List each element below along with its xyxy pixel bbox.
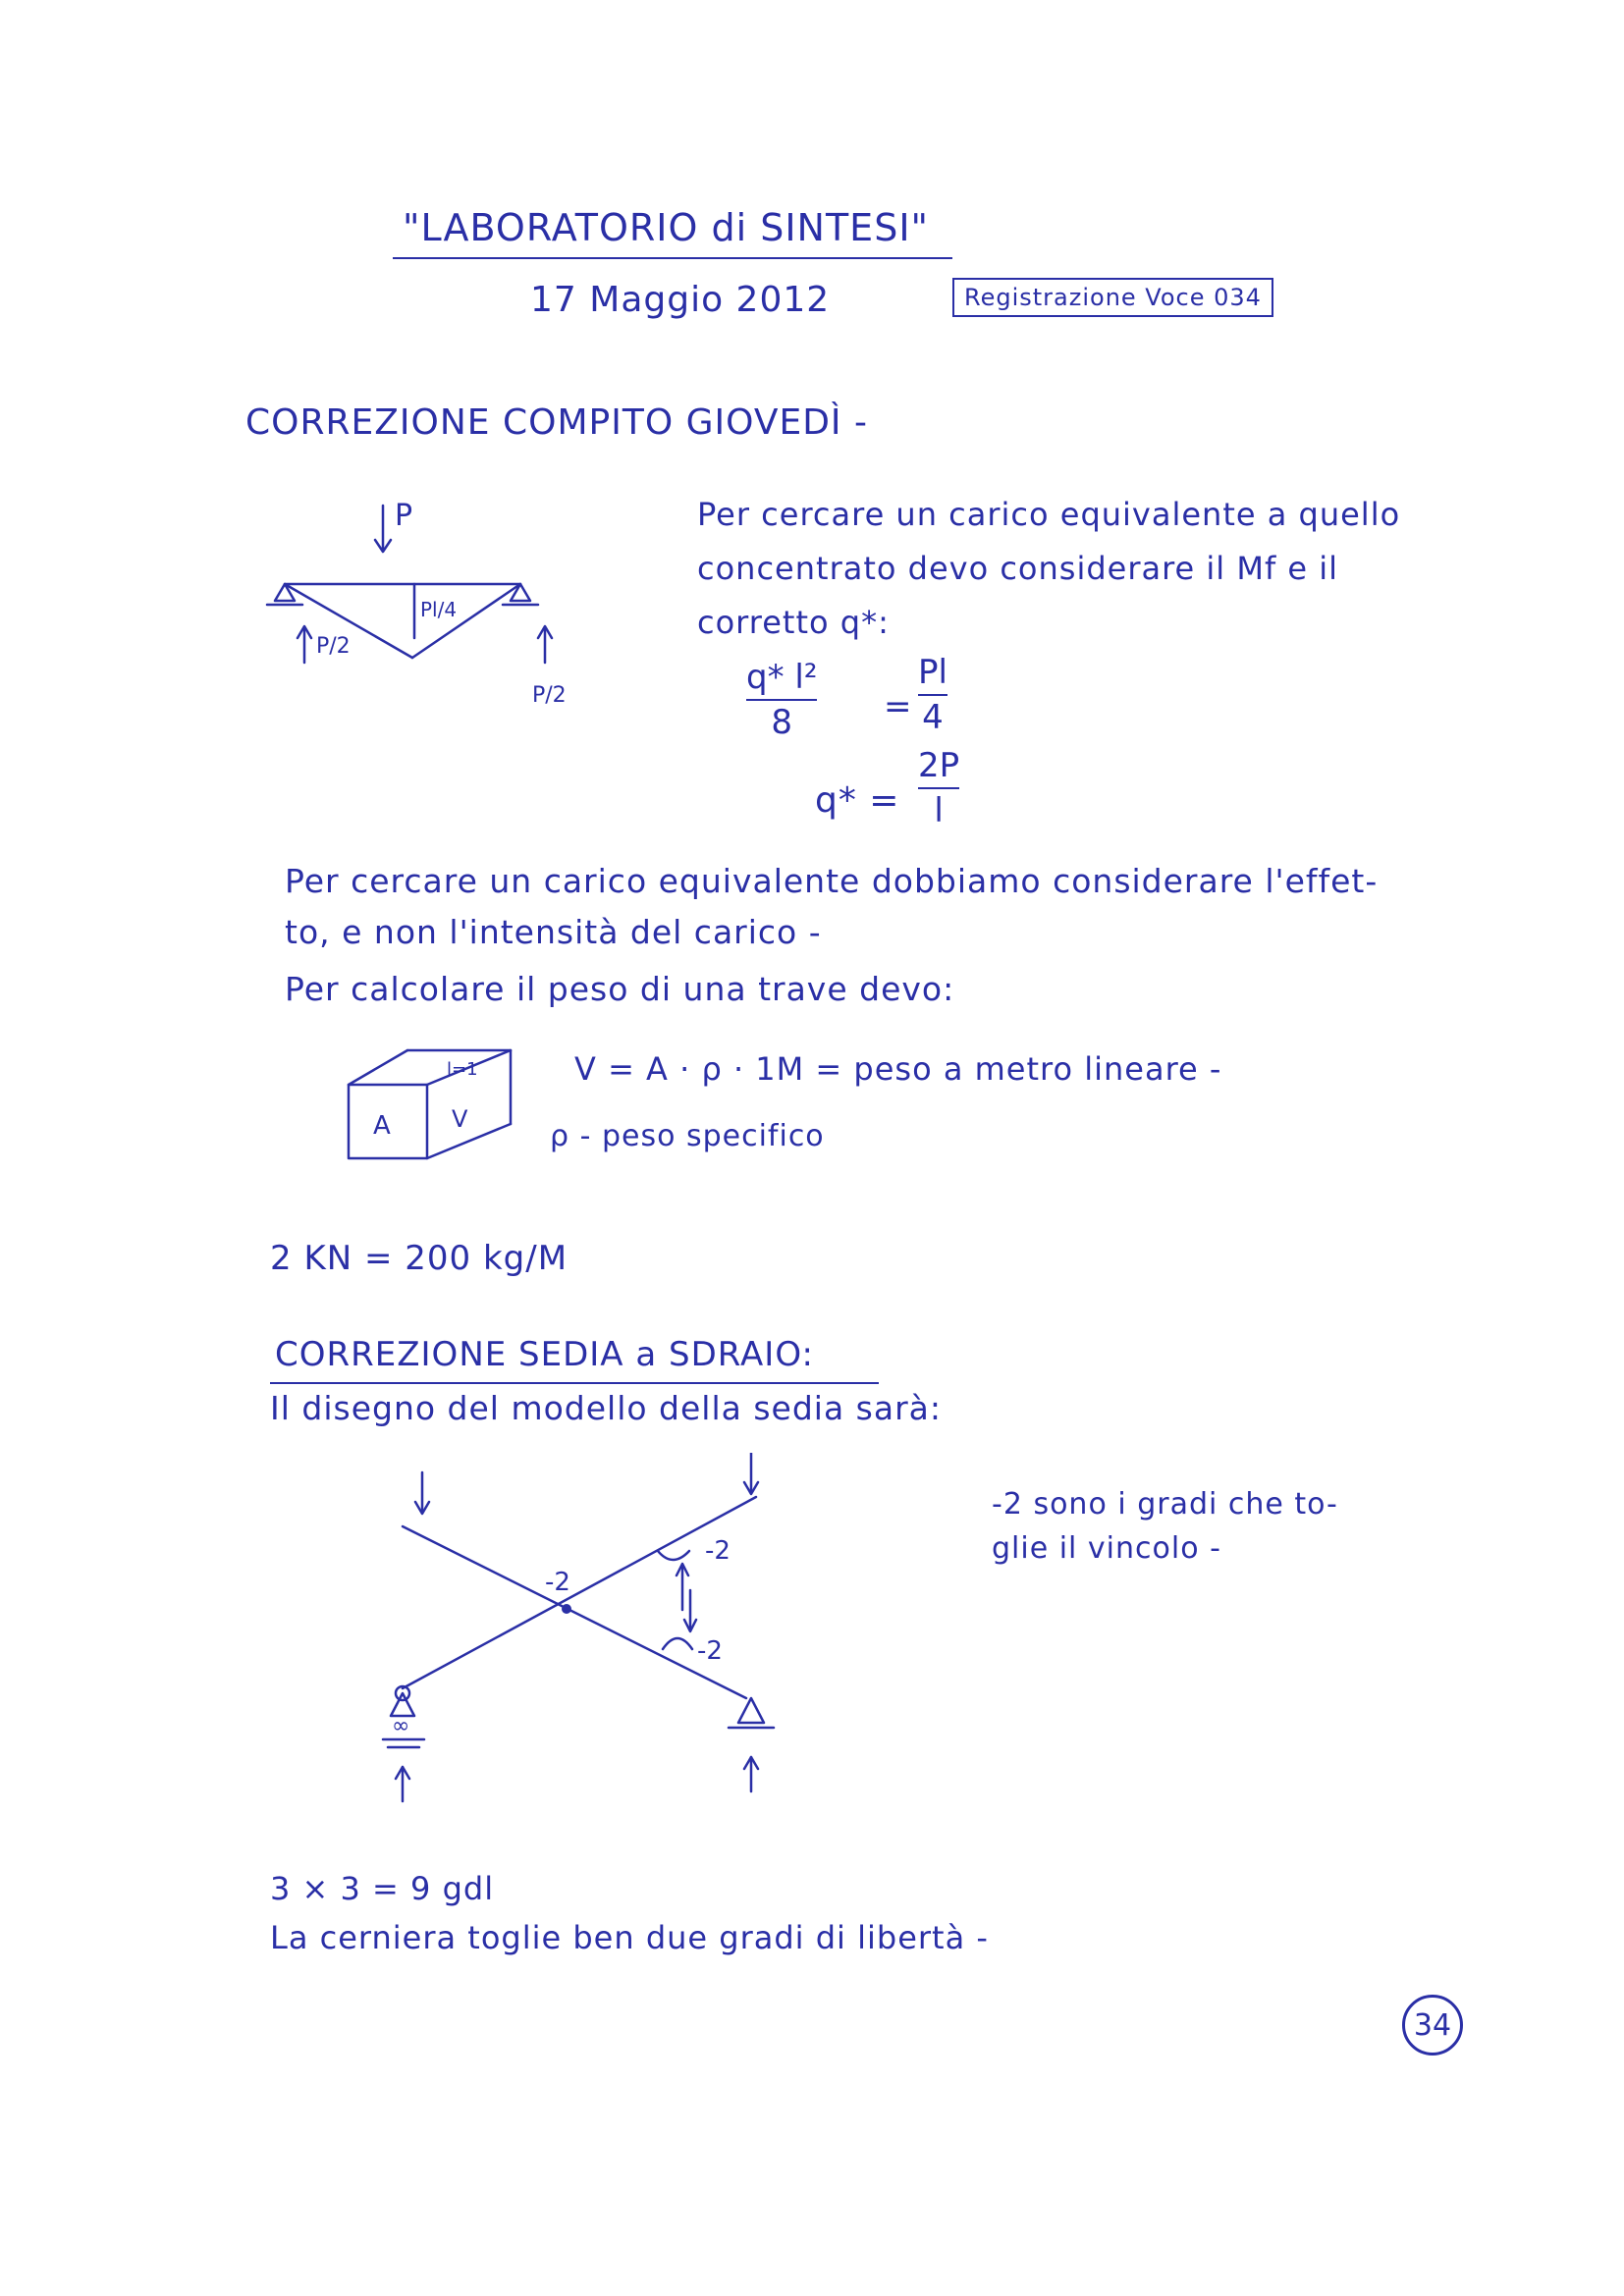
eq1-rhs-num: Pl — [918, 653, 947, 692]
equation-2-rhs — [918, 746, 959, 830]
eq1-lhs-den: 8 — [771, 703, 793, 742]
eq2-num: 2P — [918, 746, 960, 785]
eq1-equals: = — [884, 687, 913, 726]
lower-hinge-label: -2 — [697, 1636, 723, 1666]
section3-underline — [270, 1382, 879, 1384]
left-support-label: ∞ — [392, 1714, 410, 1738]
moment-label: Pl/4 — [420, 598, 458, 621]
box-label-top: l=1 — [447, 1059, 478, 1080]
section3-note-line-2: glie il vincolo - — [992, 1531, 1221, 1566]
section2-line-1: Per cercare un carico equivalente dobbiamo considerare l'effet- — [285, 862, 1379, 900]
reaction-left-label: P/2 — [316, 634, 351, 659]
eq2-den: l — [934, 791, 944, 830]
eq2-lhs: q* = — [815, 780, 900, 821]
deck-chair-model-diagram — [373, 1453, 805, 1826]
page-number: 34 — [1402, 1995, 1463, 2056]
section1-text-line-3: corretto q*: — [697, 604, 890, 641]
reaction-right-label: P/2 — [532, 683, 567, 708]
beam-volume-box-diagram — [339, 1041, 535, 1178]
section3-note-line-1: -2 sono i gradi che to- — [992, 1487, 1338, 1522]
equation-1-lhs — [746, 658, 817, 742]
title-underline — [393, 257, 952, 259]
page-title: "LABORATORIO di SINTESI" — [403, 206, 929, 249]
eq1-rhs-den: 4 — [922, 698, 944, 737]
specific-weight-definition: ρ - peso specifico — [550, 1119, 825, 1153]
section3-title: CORREZIONE SEDIA a SDRAIO: — [275, 1335, 814, 1374]
footer-line-1: 3 × 3 = 9 gdl — [270, 1870, 495, 1907]
section1-title: CORREZIONE COMPITO GIOVEDÌ - — [245, 402, 868, 443]
upper-hinge-label: -2 — [705, 1536, 731, 1566]
simply-supported-beam-diagram — [255, 491, 589, 717]
load-label: P — [395, 499, 413, 533]
date-label: 17 Maggio 2012 — [530, 280, 831, 320]
center-hinge-label: -2 — [545, 1568, 570, 1597]
registration-label: Registrazione Voce 034 — [952, 278, 1273, 317]
box-label-front: A — [373, 1111, 391, 1141]
footer-line-2: La cerniera toglie ben due gradi di libertà - — [270, 1919, 989, 1956]
section2-line-2: to, e non l'intensità del carico - — [285, 913, 822, 951]
section1-text-line-2: concentrato devo considerare il Mf e il — [697, 550, 1339, 587]
section2-line-3: Per calcolare il peso di una trave devo: — [285, 970, 955, 1008]
unit-conversion: 2 KN = 200 kg/M — [270, 1239, 568, 1278]
volume-formula: V = A · ρ · 1M = peso a metro lineare - — [574, 1050, 1222, 1088]
eq1-lhs-num: q* l² — [746, 658, 818, 697]
section1-text-line-1: Per cercare un carico equivalente a quello — [697, 496, 1401, 533]
box-label-side: V — [452, 1105, 468, 1133]
equation-1-rhs — [918, 653, 947, 737]
section3-subtitle: Il disegno del modello della sedia sarà: — [270, 1389, 942, 1427]
